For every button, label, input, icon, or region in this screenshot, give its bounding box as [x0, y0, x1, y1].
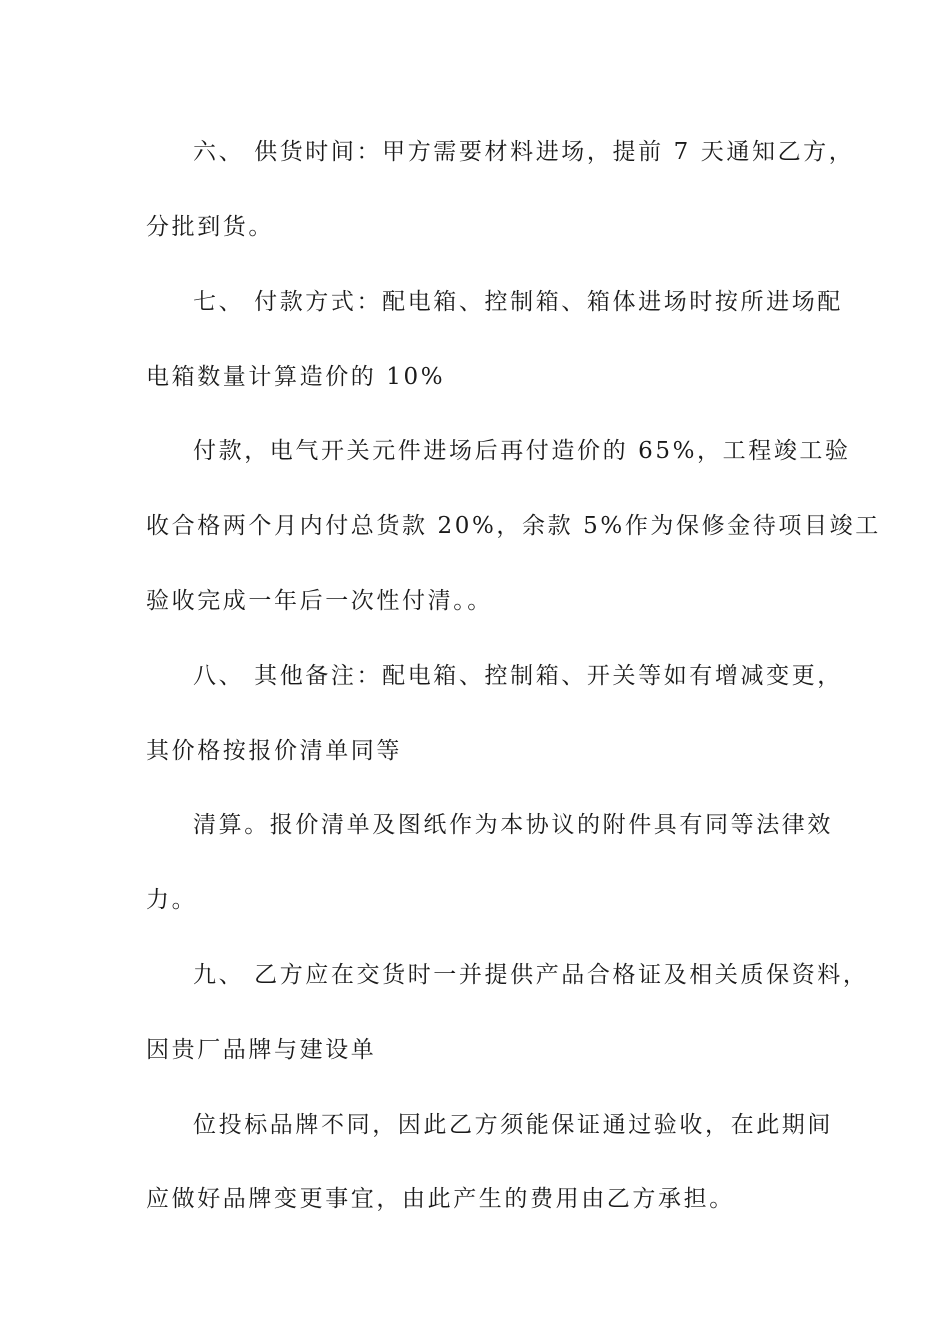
clause-7-line-1: 七、 付款方式：配电箱、控制箱、箱体进场时按所进场配: [193, 289, 843, 315]
clause-7-line-5: 验收完成一年后一次性付清。。: [146, 588, 493, 614]
clause-9-line-3: 位投标品牌不同，因此乙方须能保证通过验收，在此期间: [193, 1112, 833, 1138]
clause-9-line-1: 九、 乙方应在交货时一并提供产品合格证及相关质保资料，: [193, 962, 869, 988]
clause-6-line-1: 六、 供货时间：甲方需要材料进场，提前 7 天通知乙方，: [193, 139, 855, 165]
clause-7-line-4: 收合格两个月内付总货款 20%，余款 5%作为保修金待项目竣工: [146, 513, 881, 539]
clause-8-line-4: 力。: [146, 887, 198, 913]
clause-8-line-1: 八、 其他备注：配电箱、控制箱、开关等如有增减变更，: [193, 663, 843, 689]
clause-6-line-2: 分批到货。: [146, 214, 274, 240]
clause-7-line-3: 付款，电气开关元件进场后再付造价的 65%，工程竣工验: [193, 438, 851, 464]
clause-8-line-2: 其价格按报价清单同等: [146, 738, 402, 764]
clause-8-line-3: 清算。报价清单及图纸作为本协议的附件具有同等法律效: [193, 812, 833, 838]
clause-9-line-4: 应做好品牌变更事宜，由此产生的费用由乙方承担。: [146, 1186, 735, 1212]
clause-9-line-2: 因贵厂品牌与建设单: [146, 1037, 377, 1063]
clause-7-line-2: 电箱数量计算造价的 10%: [146, 364, 446, 390]
